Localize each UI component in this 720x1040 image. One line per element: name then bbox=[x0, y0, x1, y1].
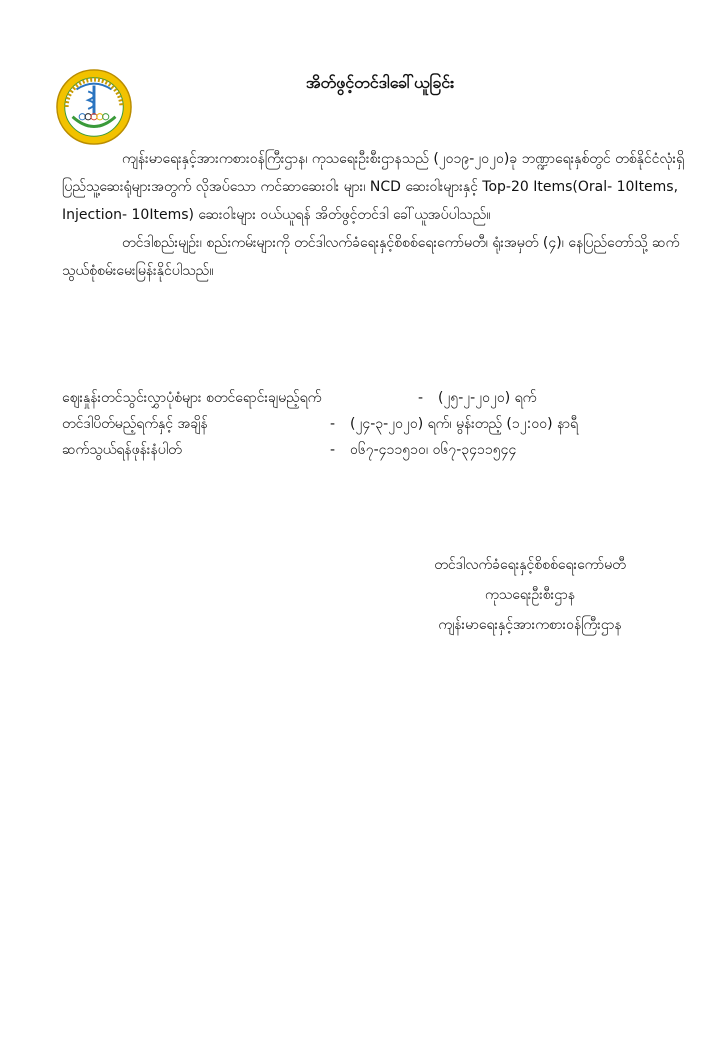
info-row-closing-date bbox=[62, 411, 702, 437]
signature-ministry: ကျန်းမာရေးနှင့်အားကစားဝန်ကြီးဌာန bbox=[438, 617, 622, 633]
tender-info-list bbox=[62, 385, 702, 463]
announcement-body bbox=[62, 145, 702, 285]
info-separator: - bbox=[330, 416, 336, 432]
info-label: ဈေးနှုန်းတင်သွင်းလွှာပုံစံများ စတင်ရောင်းချမည့်ရက် bbox=[62, 390, 322, 406]
info-label: တင်ဒါပိတ်မည့်ရက်နှင့် အချိန် bbox=[62, 416, 208, 432]
info-value: ၀၆၇-၄၁၁၅၁၀၊ ၀၆၇-၃၄၁၁၅၄၄ bbox=[350, 442, 517, 458]
info-value: (၂၄-၃-၂၀၂၀) ရက်၊ မွန်းတည့် (၁၂:၀၀) နာရီ bbox=[350, 416, 579, 432]
announcement-paragraph-2: တင်ဒါစည်းမျဉ်း၊ စည်းကမ်းများကို တင်ဒါလက်ခံရေးနှင့်စိစစ်ရေးကော်မတီ၊ ရုံးအမှတ် (၄)၊ နေပြည်တော်သို့ ဆက်သွယ်စုံစမ်းမေးမြန်းနိုင်ပါသည်။ bbox=[62, 235, 680, 279]
info-separator: - bbox=[418, 390, 424, 406]
signature-committee: တင်ဒါလက်ခံရေးနှင့်စိစစ်ရေးကော်မတီ bbox=[434, 557, 626, 573]
document-title: အိတ်ဖွင့်တင်ဒါခေါ်ယူခြင်း bbox=[305, 73, 455, 92]
info-value: (၂၅-၂-၂၀၂၀) ရက် bbox=[438, 390, 537, 406]
info-row-phone bbox=[62, 437, 702, 463]
info-separator: - bbox=[330, 442, 336, 458]
signature-block bbox=[350, 550, 710, 640]
info-row-sale-date bbox=[62, 385, 702, 411]
info-label: ဆက်သွယ်ရန်ဖုန်းနံပါတ် bbox=[62, 442, 182, 458]
announcement-paragraph-1: ကျန်းမာရေးနှင့်အားကစားဝန်ကြီးဌာန၊ ကုသရေးဦးစီးဌာနသည် (၂၀၁၉-၂၀၂၀)ခု ဘဏ္ဍာရေးနှစ်တွင် တစ်နိုင်ငံလုံးရှိ ပြည်သူ့ဆေးရုံများအတွက် လိုအပ်သော ကင်ဆာဆေးဝါး များ၊ NCD ဆေးဝါးများနှင့် Top-20 Items(Oral- 10Items, Injection- 10Items) ဆေးဝါးများ ဝယ်ယူရန် အိတ်ဖွင့်တင်ဒါ ခေါ်ယူအပ်ပါသည်။ bbox=[62, 151, 685, 223]
signature-department: ကုသရေးဦးစီးဌာန bbox=[485, 587, 575, 603]
